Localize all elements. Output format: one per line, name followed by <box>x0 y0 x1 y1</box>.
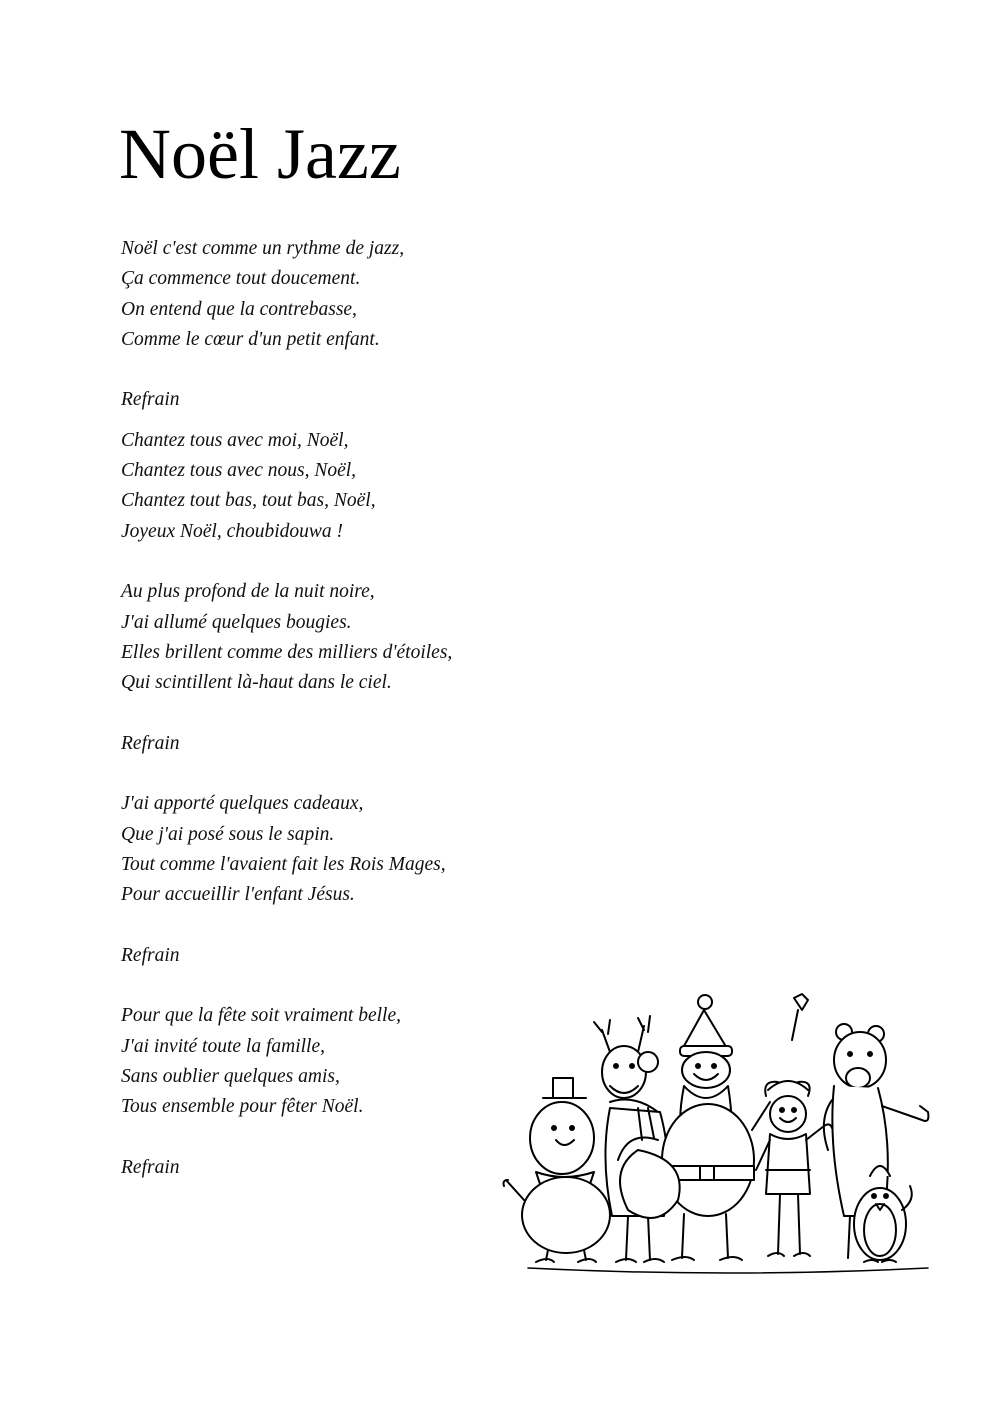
page-title: Noël Jazz <box>119 114 401 194</box>
verse-2-line-4: Qui scintillent là-haut dans le ciel. <box>121 672 392 694</box>
verse-3-line-1: J'ai apporté quelques cadeaux, <box>121 793 364 815</box>
refrain-line-4: Joyeux Noël, choubidouwa ! <box>121 520 344 542</box>
verse-4-line-3: Sans oublier quelques amis, <box>121 1066 340 1088</box>
verse-3-line-4: Pour accueillir l'enfant Jésus. <box>121 884 355 906</box>
verse-2-line-2: J'ai allumé quelques bougies. <box>121 611 352 633</box>
verse-3-line-2: Que j'ai posé sous le sapin. <box>121 823 335 845</box>
christmas-characters-illustration <box>498 990 943 1280</box>
refrain-label-4: Refrain <box>121 1156 180 1178</box>
refrain-label-2: Refrain <box>121 732 180 754</box>
elf-figure <box>756 994 832 1256</box>
verse-4-line-1: Pour que la fête soit vraiment belle, <box>121 1005 401 1027</box>
verse-3-line-3: Tout comme l'avaient fait les Rois Mages, <box>121 853 446 875</box>
verse-2-line-3: Elles brillent comme des milliers d'étoiles, <box>121 641 453 663</box>
verse-1-line-4: Comme le cœur d'un petit enfant. <box>121 328 380 350</box>
refrain-line-1: Chantez tous avec moi, Noël, <box>121 429 349 451</box>
refrain-line-3: Chantez tout bas, tout bas, Noël, <box>121 490 376 512</box>
snowman-figure <box>504 1078 611 1262</box>
refrain-label-1: Refrain <box>121 389 180 411</box>
refrain-label-3: Refrain <box>121 944 180 966</box>
verse-1-line-2: Ça commence tout doucement. <box>121 268 361 290</box>
verse-4-line-2: J'ai invité toute la famille, <box>121 1035 325 1057</box>
verse-4-line-4: Tous ensemble pour fêter Noël. <box>121 1096 364 1118</box>
verse-2-line-1: Au plus profond de la nuit noire, <box>121 581 375 603</box>
verse-1-line-3: On entend que la contrebasse, <box>121 298 357 320</box>
refrain-line-2: Chantez tous avec nous, Noël, <box>121 460 357 482</box>
lyrics <box>121 234 501 1183</box>
verse-1-line-1: Noël c'est comme un rythme de jazz, <box>121 238 405 259</box>
